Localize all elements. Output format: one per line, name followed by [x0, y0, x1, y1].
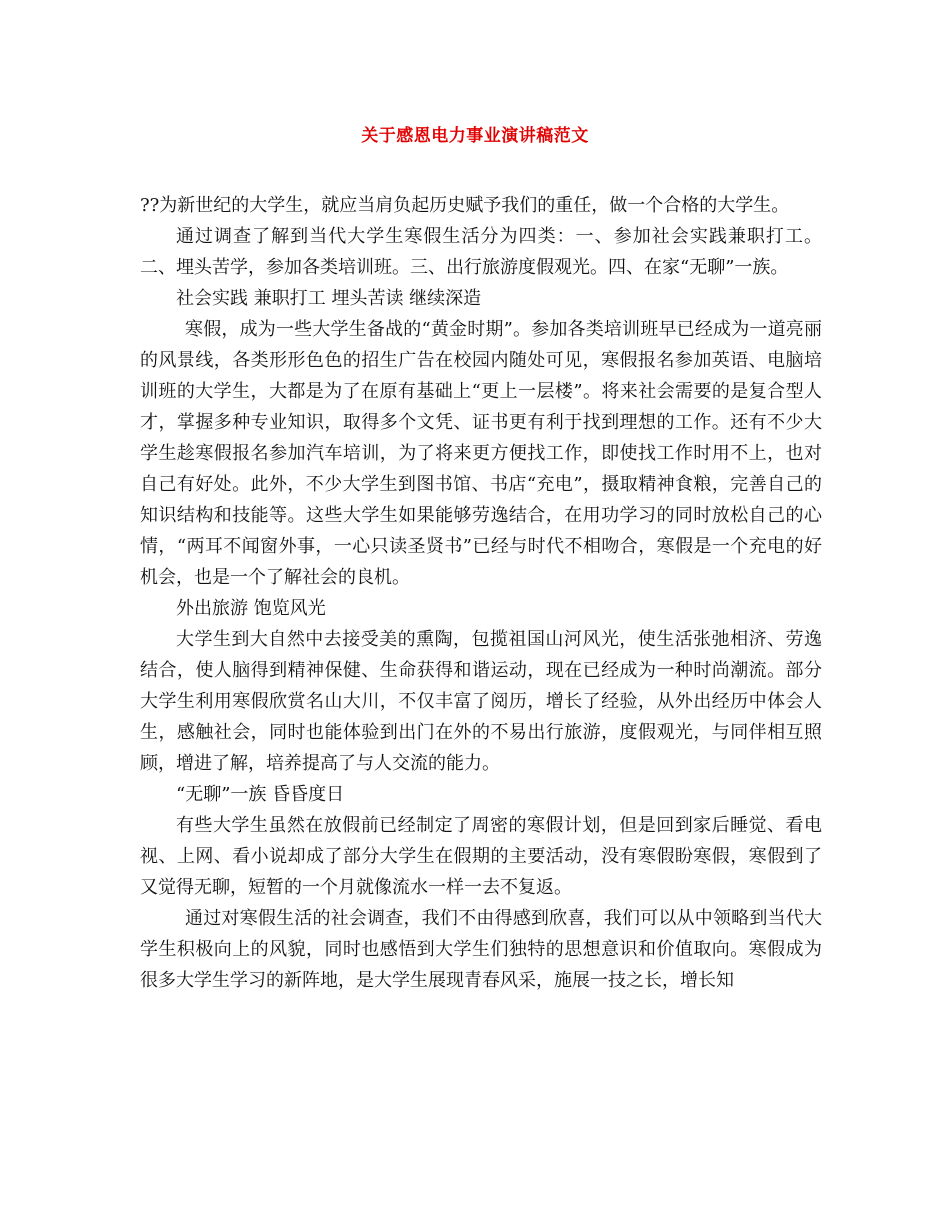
section-heading-travel: 外出旅游 饱览风光 [176, 598, 326, 619]
section-heading-practice: 社会实践 兼职打工 埋头苦读 继续深造 [176, 288, 482, 309]
document-title: 关于感恩电力事业演讲稿范文 [361, 126, 589, 146]
paragraph-conclusion: 通过对寒假生活的社会调查，我们不由得感到欣喜，我们可以从中领略到当代大学生积极向上的风貌，同时也感悟到大学生们独特的思想意识和价值取向。寒假成为很多大学生学习的新阵地，是大学生展现青春风采，施展一技之长，增长知 [140, 908, 822, 991]
paragraph-boredom: 有些大学生虽然在放假前已经制定了周密的寒假计划，但是回到家后睡觉、看电视、上网、看小说却成了部分大学生在假期的主要活动，没有寒假盼寒假，寒假到了又觉得无聊，短暂的一个月就像流水一样一去不复返。 [140, 815, 822, 898]
paragraph-travel: 大学生到大自然中去接受美的熏陶，包揽祖国山河风光，使生活张弛相济、劳逸结合，使人脑得到精神保健、生命获得和谐运动，现在已经成为一种时尚潮流。部分大学生利用寒假欣赏名山大川，不仅丰富了阅历，增长了经验，从外出经历中体会人生，感触社会，同时也能体验到出门在外的不易出行旅游，度假观光，与同伴相互照顾，增进了解，培养提高了与人交流的能力。 [140, 629, 822, 774]
paragraph-survey: 通过调查了解到当代大学生寒假生活分为四类：一、参加社会实践兼职打工。二、埋头苦学，参加各类培训班。三、出行旅游度假观光。四、在家“无聊”一族。 [140, 226, 822, 278]
section-heading-boredom: “无聊”一族 昏昏度日 [176, 784, 345, 805]
document-body [140, 190, 822, 996]
paragraph-intro: ??为新世纪的大学生，就应当肩负起历史赋予我们的重任，做一个合格的大学生。 [140, 195, 790, 216]
paragraph-study: 寒假，成为一些大学生备战的“黄金时期”。参加各类培训班早已经成为一道亮丽的风景线，各类形形色色的招生广告在校园内随处可见，寒假报名参加英语、电脑培训班的大学生，大都是为了在原有基础上“更上一层楼”。将来社会需要的是复合型人才，掌握多种专业知识，取得多个文凭、证书更有利于找到理想的工作。还有不少大学生趁寒假报名参加汽车培训，为了将来更方便找工作，即使找工作时用不上，也对自己有好处。此外，不少大学生到图书馆、书店“充电”，摄取精神食粮，完善自己的知识结构和技能等。这些大学生如果能够劳逸结合，在用功学习的同时放松自己的心情，“两耳不闻窗外事，一心只读圣贤书”已经与时代不相吻合，寒假是一个充电的好机会，也是一个了解社会的良机。 [140, 319, 822, 588]
